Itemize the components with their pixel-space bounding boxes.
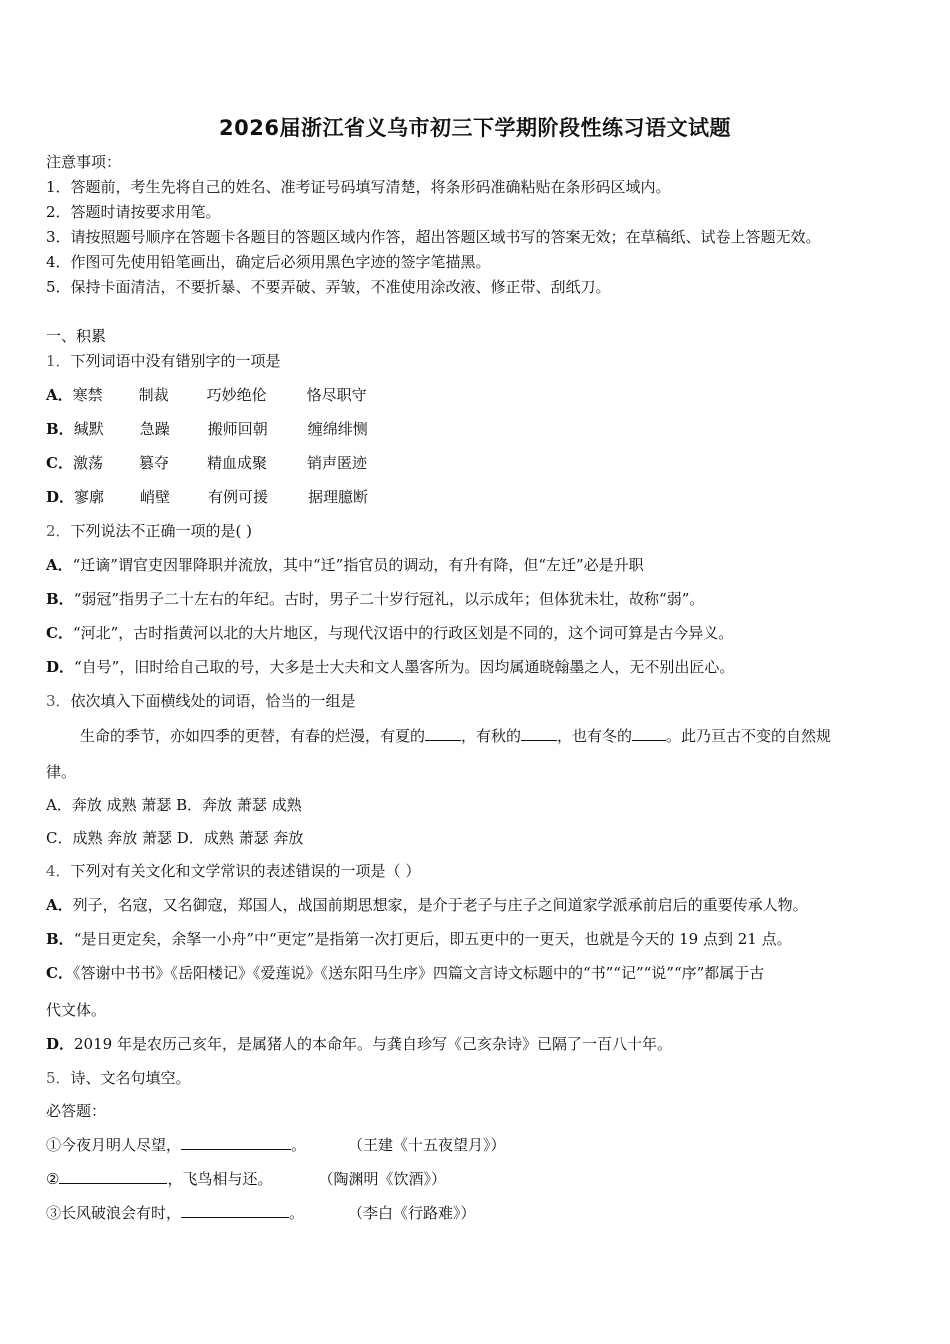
q4-option-c xyxy=(46,963,764,983)
q1-option-d xyxy=(46,487,368,507)
fill-blank[interactable] xyxy=(181,1202,289,1218)
question-text: 下列对有关文化和文学常识的表述错误的一项是（ ） xyxy=(70,862,421,880)
notice-item-3: 3．请按照题号顺序在答题卡各题目的答题区域内作答，超出答题区域书写的答案无效；在草稿纸、试卷上答题无效。 xyxy=(46,228,821,246)
option-word: 缄默 xyxy=(73,420,104,438)
q5-item-3 xyxy=(46,1202,476,1223)
fill-blank-1[interactable] xyxy=(425,725,461,741)
item-text: 。 xyxy=(289,1204,305,1222)
fill-blank-3[interactable] xyxy=(632,725,666,741)
q2-option-d xyxy=(46,657,734,677)
option-label: B． xyxy=(46,420,74,438)
question-number: 5． xyxy=(46,1069,71,1087)
option-word: 篡夺 xyxy=(138,454,169,472)
question-number: 4． xyxy=(46,862,71,880)
item-text: ，飞鸟相与还。 xyxy=(167,1170,273,1188)
option-word: 缠绵绯恻 xyxy=(307,420,368,438)
option-text: “河北”，古时指黄河以北的大片地区，与现代汉语中的行政区划是不同的，这个词可算是古今异义。 xyxy=(72,624,734,642)
item-source: （王建《十五夜望月》） xyxy=(348,1136,506,1154)
q4-option-c-cont: 代文体。 xyxy=(46,1001,107,1019)
option-label: D． xyxy=(46,488,75,506)
q3-passage-cont: 律。 xyxy=(46,763,77,781)
option-label: A． xyxy=(46,386,73,404)
option-label: C． xyxy=(46,964,73,982)
option-word: 据理臆断 xyxy=(308,488,369,506)
question-number: 2． xyxy=(46,522,71,540)
section-heading: 一、积累 xyxy=(46,327,107,345)
option-label: A． xyxy=(46,556,73,574)
option-word: 有例可援 xyxy=(208,488,269,506)
required-heading: 必答题： xyxy=(46,1102,107,1120)
option-word: 峭壁 xyxy=(140,488,171,506)
option-label: D． xyxy=(46,658,75,676)
q5-item-1 xyxy=(46,1134,506,1155)
item-text: ①今夜月明人尽望， xyxy=(46,1136,182,1154)
option-text: “迁谪”谓官吏因罪降职并流放，其中“迁”指官员的调动，有升有降，但“左迁”必是升职 xyxy=(72,556,644,574)
option-text: 2019 年是农历己亥年，是属猪人的本命年。与龚自珍写《己亥杂诗》已隔了一百八十年。 xyxy=(74,1035,672,1053)
option-word: 急躁 xyxy=(139,420,170,438)
option-label: D． xyxy=(46,1035,75,1053)
passage-text: ，也有冬的 xyxy=(557,727,633,745)
option-text: 列子，名寇，又名御寇，郑国人，战国前期思想家，是介于老子与庄子之间道家学派承前启后的重要传承人物。 xyxy=(72,896,808,914)
option-word: 寥廓 xyxy=(74,488,105,506)
option-word: 搬师回朝 xyxy=(207,420,268,438)
q3-options-ab: A．奔放 成熟 萧瑟 B．奔放 萧瑟 成熟 xyxy=(46,796,302,814)
fill-blank[interactable] xyxy=(181,1134,291,1150)
fill-blank[interactable] xyxy=(59,1168,167,1184)
q3-options-cd: C．成熟 奔放 萧瑟 D．成熟 萧瑟 奔放 xyxy=(46,829,304,847)
question-text: 下列词语中没有错别字的一项是 xyxy=(70,352,281,370)
question-number: 1． xyxy=(46,352,71,370)
q2-option-a xyxy=(46,555,644,575)
option-label: B． xyxy=(46,590,74,608)
option-text: “弱冠”指男子二十左右的年纪。古时，男子二十岁行冠礼，以示成年；但体犹未壮，故称“弱”。 xyxy=(73,590,705,608)
option-word: 销声匿迹 xyxy=(306,454,367,472)
option-text: “是日更定矣，余拏一小舟”中“更定”是指第一次打更后，即五更中的一更天，也就是今天的 19 点到 21 点。 xyxy=(73,930,792,948)
option-text: “自号”，旧时给自己取的号，大多是士大夫和文人墨客所为。因均属通晓翰墨之人，无不别出匠心。 xyxy=(74,658,735,676)
q1-option-b xyxy=(46,419,368,439)
page-title: 2026届浙江省义乌市初三下学期阶段性练习语文试题 xyxy=(219,116,731,140)
question-1-stem xyxy=(46,351,281,371)
q1-option-c xyxy=(46,453,367,473)
question-2-stem xyxy=(46,521,252,541)
q4-option-d xyxy=(46,1034,672,1054)
passage-text: 。此乃亘古不变的自然规 xyxy=(666,727,832,745)
question-text: 诗、文名句填空。 xyxy=(70,1069,191,1087)
q3-passage xyxy=(80,725,831,746)
option-word: 寒禁 xyxy=(72,386,103,404)
q5-item-2 xyxy=(46,1168,446,1189)
question-3-stem xyxy=(46,691,356,711)
question-text: 依次填入下面横线处的词语，恰当的一组是 xyxy=(70,692,356,710)
item-source: （陶渊明《饮酒》） xyxy=(318,1170,446,1188)
option-label: C． xyxy=(46,454,73,472)
option-label: C． xyxy=(46,624,73,642)
question-number: 3． xyxy=(46,692,71,710)
q2-option-b xyxy=(46,589,704,609)
question-5-stem xyxy=(46,1068,191,1088)
option-word: 制裁 xyxy=(138,386,169,404)
item-text: 。 xyxy=(291,1136,307,1154)
notice-heading: 注意事项： xyxy=(46,153,122,171)
q4-option-b xyxy=(46,929,792,949)
option-word: 恪尽职守 xyxy=(306,386,367,404)
fill-blank-2[interactable] xyxy=(521,725,557,741)
notice-item-4: 4．作图可先使用铅笔画出，确定后必须用黑色字迹的签字笔描黑。 xyxy=(46,253,491,271)
question-text: 下列说法不正确一项的是( ) xyxy=(70,522,253,540)
notice-item-1: 1．答题前，考生先将自己的姓名、准考证号码填写清楚，将条形码准确粘贴在条形码区域内。 xyxy=(46,178,671,196)
item-source: （李白《行路难》） xyxy=(348,1204,476,1222)
option-label: A． xyxy=(46,896,73,914)
notice-item-5: 5．保持卡面清洁，不要折暴、不要弄破、弄皱，不准使用涂改液、修正带、刮纸刀。 xyxy=(46,278,611,296)
question-4-stem xyxy=(46,861,420,881)
notice-item-2: 2．答题时请按要求用笔。 xyxy=(46,203,221,221)
option-word: 精血成聚 xyxy=(206,454,267,472)
passage-text: 生命的季节，亦如四季的更替，有春的烂漫，有夏的 xyxy=(80,727,426,745)
q4-option-a xyxy=(46,895,808,915)
item-text: ② xyxy=(46,1170,60,1188)
q2-option-c xyxy=(46,623,733,643)
passage-text: ，有秋的 xyxy=(461,727,522,745)
item-text: ③长风破浪会有时， xyxy=(46,1204,182,1222)
option-label: B． xyxy=(46,930,74,948)
option-word: 激荡 xyxy=(72,454,103,472)
q1-option-a xyxy=(46,385,367,405)
option-text: 《答谢中书书》《岳阳楼记》《爱莲说》《送东阳马生序》四篇文言诗文标题中的“书”“记”“说”“序”都属于古 xyxy=(72,964,765,982)
option-word: 巧妙绝伦 xyxy=(206,386,267,404)
